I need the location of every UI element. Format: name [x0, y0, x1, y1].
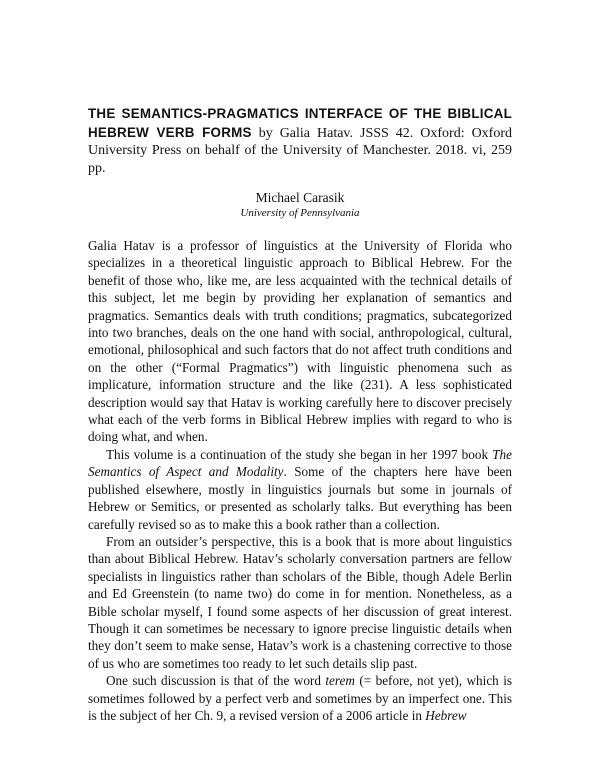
paragraph-3: From an outsider’s perspective, this is a book that is more about linguistics than about Biblical Hebrew. Hatav’s scholarly conversation partners are fellow specialists in linguistics rather than scholars of the Bible, though Adele Berlin and Ed Greenstein (to name two) do come in for mention. Nonetheless, as a Bible scholar myself, I found some aspects of her discussion of great interest. Though it can sometimes be necessary to ignore precise linguistic details when they don’t seem to make sense, Hatav’s work is a chastening corrective to those of us who are sometimes too ready to let such details slip past. [88, 533, 512, 671]
review-heading [88, 105, 512, 177]
journal-reference: Hebrew [425, 707, 467, 723]
reviewer-block [88, 189, 512, 220]
review-content [88, 105, 512, 724]
paragraph-1: Galia Hatav is a professor of linguistics at the University of Florida who specializes in a theoretical linguistic approach to Biblical Hebrew. For the benefit of those who, like me, are less acquainted with the technical details of this subject, let me begin by providing her explanation of semantics and pragmatics. Semantics deals with truth conditions; pragmatics, subcategorized into two branches, deals on the one hand with social, anthropological, cultural, emotional, philosophical and such factors that do not affect truth conditions and on the other (“Formal Pragmatics”) with linguistic phenomena such as implicature, information structure and the like (231). A less sophisticated description would say that Hatav is working carefully here to discover precisely what each of the verb forms in Biblical Hebrew implies with regard to who is doing what, and when. [88, 238, 512, 445]
paragraph-4 [88, 672, 512, 724]
book-citation: by Galia Hatav. JSSS 42. Oxford: Oxford University Press on behalf of the University of Manchester. 2018. vi, 259 pp. [88, 125, 513, 176]
review-body [88, 237, 512, 724]
paragraph-2 [88, 446, 512, 533]
reviewer-affiliation: University of Pennsylvania [240, 207, 360, 219]
paragraph-2-text-a: This volume is a continuation of the study she began in her 1997 book [106, 446, 493, 462]
hebrew-term: terem [325, 673, 355, 689]
book-reference: The Semantics of Aspect and Modality [88, 446, 512, 480]
reviewer-name: Michael Carasik [255, 190, 345, 205]
paragraph-4-text-b: (= before, not yet), which is sometimes followed by a perfect verb and sometimes by an imperfect one. This is the subject of her Ch. 9, a revised version of a 2006 article in [88, 673, 512, 723]
book-title: THE SEMANTICS-PRAGMATICS INTERFACE OF THE BIBLICAL HEBREW VERB FORMS [88, 106, 512, 140]
paragraph-2-text-b: . Some of the chapters here have been published elsewhere, mostly in linguistics journals but some in journals of Hebrew or Semitics, or presented as scholarly talks. But everything has been carefully revised so as to make this a book rather than a collection. [88, 464, 512, 532]
paragraph-4-text-a: One such discussion is that of the word [106, 673, 326, 689]
